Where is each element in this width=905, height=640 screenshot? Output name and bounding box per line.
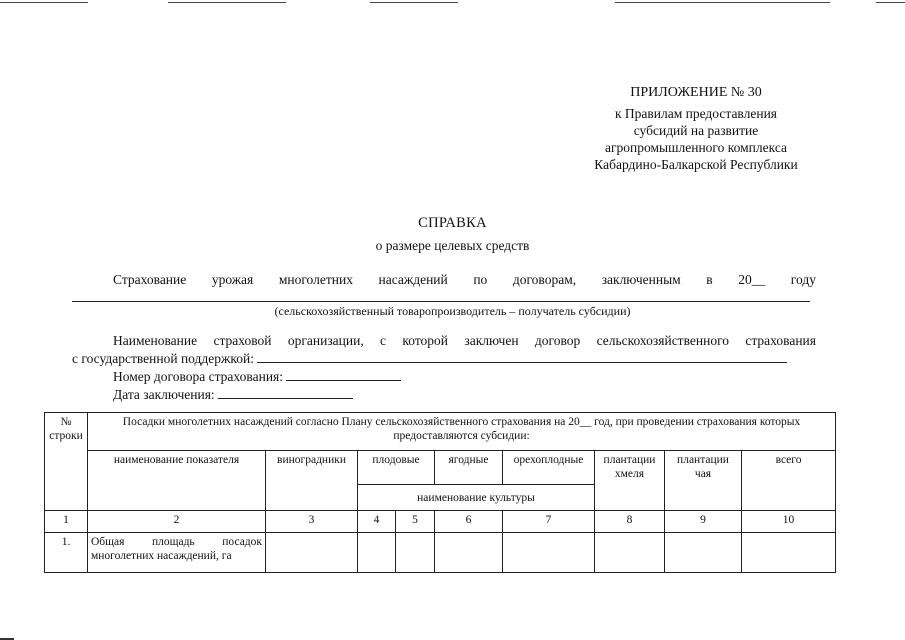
subsidy-table [44,412,836,573]
column-number: 7 [503,511,595,533]
group-header: Посадки многолетних насаждений согласно Плану сельскохозяйственного страхования на 20__ год, при проведении страхования которых предоставляются субсидии: [88,413,836,451]
contract-number-fill-line [286,368,401,381]
contract-number-row [113,368,401,385]
appendix-block [576,84,816,173]
table-row [45,533,836,573]
contract-date-fill-line [218,386,353,399]
fruit-cell-a [358,533,396,573]
fruit-cell-b [396,533,435,573]
contract-date-row [113,386,353,403]
indicator-header: наименование показателя [88,451,266,511]
column-number: 6 [435,511,503,533]
insurer-label: Наименование страховой организации, с которой заключен договор сельскохозяйственного страхования [113,333,816,348]
producer-caption: (сельскохозяйственный товаропроизводитель – получатель субсидии) [274,304,631,318]
row-indicator: Общая площадь посадок многолетних насаждений, га [88,533,266,573]
column-number: 2 [88,511,266,533]
contract-date-label: Дата заключения: [113,387,215,402]
document-subtitle: о размере целевых средств [375,238,530,253]
column-number: 10 [742,511,836,533]
scan-artifact-line [370,2,458,3]
tea-header: плантации чая [665,451,742,511]
column-number: 3 [266,511,358,533]
document-title: СПРАВКА [418,215,487,231]
appendix-line: к Правилам предоставления [614,106,778,121]
hops-cell [595,533,665,573]
berry-header: ягодные [435,451,503,485]
intro-text: Страхование урожая многолетних насаждений по договорам, заключенным в 20__ году [113,272,816,287]
culture-name-header: наименование культуры [358,485,595,511]
insurer-label-continued: с государственной поддержкой: [72,351,254,366]
scan-artifact-line [168,2,286,3]
appendix-heading: ПРИЛОЖЕНИЕ № 30 [630,85,762,100]
column-number: 8 [595,511,665,533]
nut-cell [503,533,595,573]
total-cell [742,533,836,573]
vineyards-header: виноградники [266,451,358,511]
vineyards-cell [266,533,358,573]
producer-fill-line [72,301,810,302]
contract-number-label: Номер договора страхования: [113,369,284,384]
fruit-header: плодовые [358,451,435,485]
row-number: 1. [45,533,88,573]
insurer-block [72,332,816,368]
nut-header: орехоплодные [503,451,595,485]
column-number: 5 [396,511,435,533]
insurer-fill-line [257,350,787,363]
row-number-header: № строки [45,413,88,511]
total-header: всего [742,451,836,511]
appendix-line: субсидий на развитие [633,123,759,138]
column-number: 9 [665,511,742,533]
scan-artifact-line [615,2,830,3]
column-number: 1 [45,511,88,533]
berry-cell [435,533,503,573]
appendix-line: агропромышленного комплекса [605,140,787,155]
column-number: 4 [358,511,396,533]
scan-artifact-line [876,2,905,3]
tea-cell [665,533,742,573]
appendix-line: Кабардино-Балкарской Республики [594,157,798,172]
hops-header: плантации хмеля [595,451,665,511]
scan-artifact-line [0,2,88,3]
